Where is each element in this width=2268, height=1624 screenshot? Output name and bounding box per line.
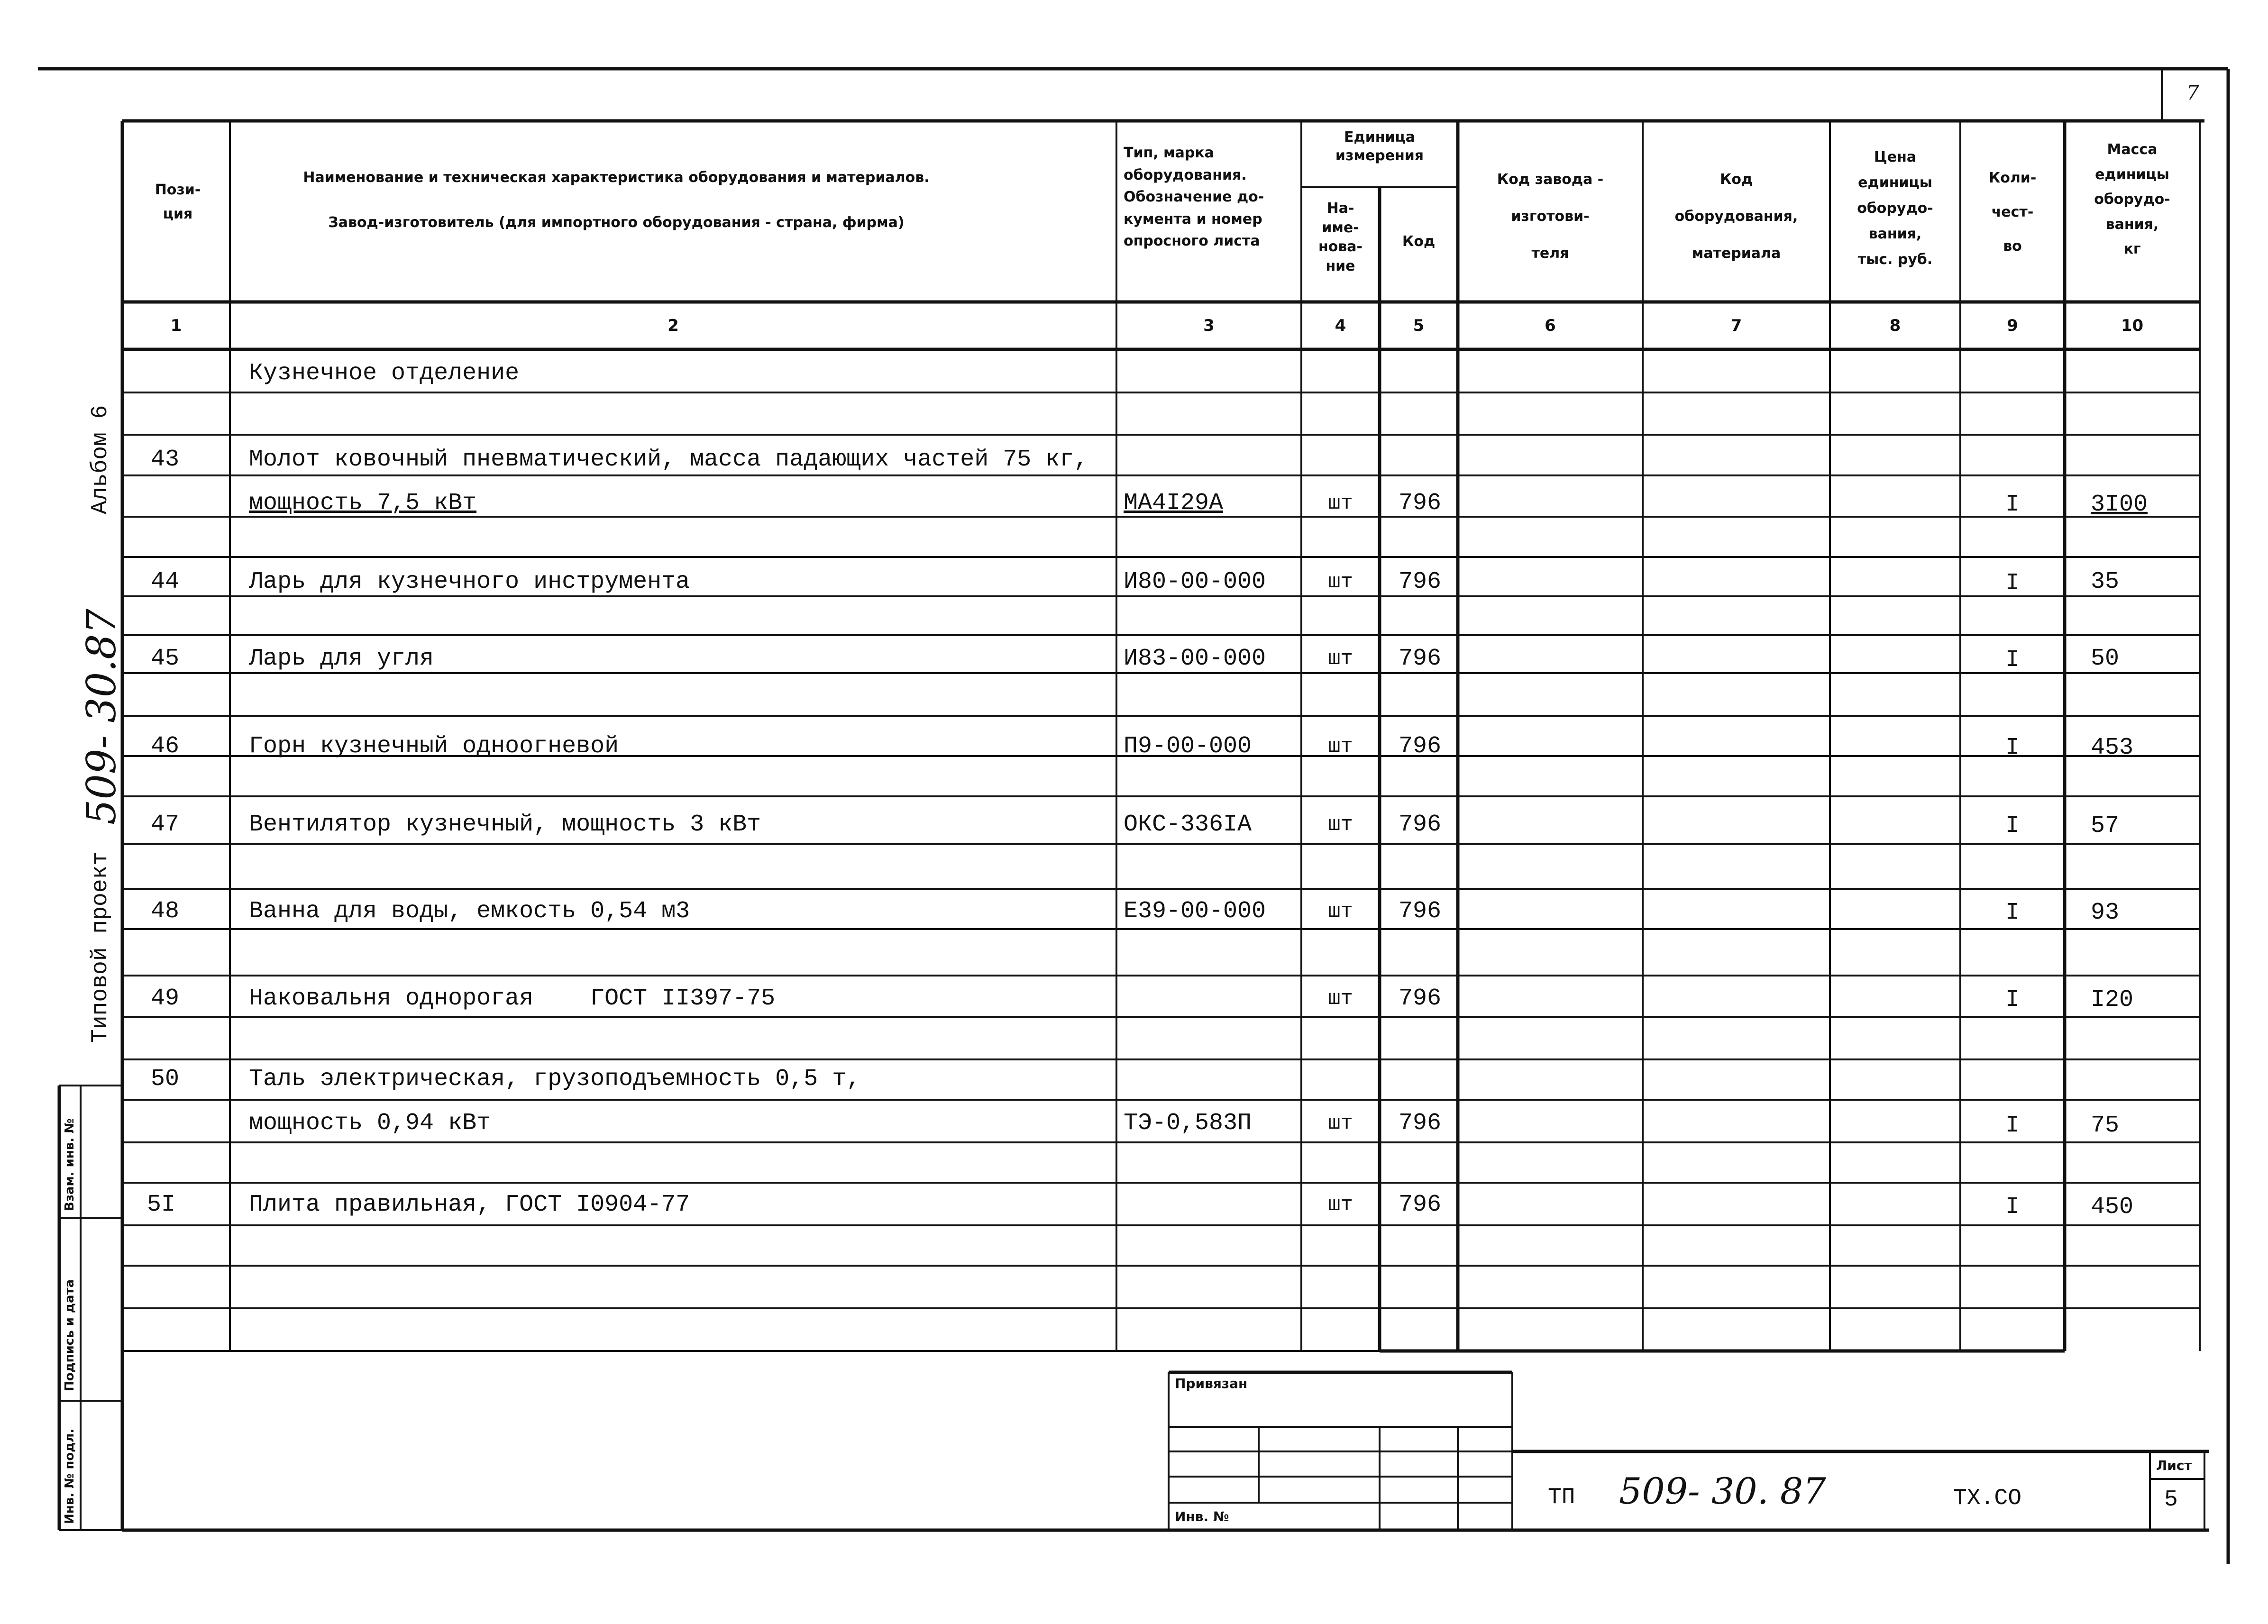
row-type: МА4I29А bbox=[1124, 490, 1224, 517]
header-type: Тип, марка оборудования. Обозначение до- кумента и номер опросного листа bbox=[1124, 145, 1264, 249]
row-code: 796 bbox=[1399, 490, 1442, 517]
header-name-line1: Наименование и техническая характеристика оборудования и материалов. bbox=[303, 169, 930, 186]
title-project-number: 509- 30. 87 bbox=[1619, 1470, 1826, 1512]
row-unit: шт bbox=[1328, 813, 1353, 837]
row-name: Ванна для воды, емкость 0,54 м3 bbox=[249, 898, 690, 925]
section-title: Кузнечное отделение bbox=[249, 360, 520, 387]
row-quantity: I bbox=[2005, 491, 2020, 518]
row-position: 5I bbox=[147, 1191, 176, 1218]
row-type: И80-00-000 bbox=[1124, 568, 1266, 595]
album-label: Альбом 6 bbox=[88, 405, 113, 514]
row-mass: 3I00 bbox=[2091, 491, 2148, 518]
row-mass: I20 bbox=[2091, 986, 2134, 1013]
original-inv-label: Инв. № подл. bbox=[63, 1428, 77, 1524]
row-name: Молот ковочный пневматический, масса падающих частей 75 кг, bbox=[249, 446, 1088, 473]
row-quantity: I bbox=[2005, 734, 2020, 761]
row-quantity: I bbox=[2005, 812, 2020, 839]
row-unit: шт bbox=[1328, 900, 1353, 923]
row-unit: шт bbox=[1328, 735, 1353, 758]
column-number: 6 bbox=[1545, 316, 1556, 335]
row-mass: 50 bbox=[2091, 645, 2120, 672]
row-position: 44 bbox=[151, 568, 180, 595]
header-unit-name: На- име- нова- ние bbox=[1318, 200, 1363, 274]
row-position: 50 bbox=[151, 1066, 180, 1093]
row-type: ОКС-336IА bbox=[1124, 811, 1252, 838]
row-code: 796 bbox=[1399, 898, 1442, 925]
row-quantity: I bbox=[2005, 899, 2020, 926]
row-mass: 450 bbox=[2091, 1194, 2134, 1221]
column-number: 4 bbox=[1335, 316, 1346, 335]
row-unit: шт bbox=[1328, 987, 1353, 1011]
column-number: 3 bbox=[1203, 316, 1215, 335]
row-type: ТЭ-0,583П bbox=[1124, 1110, 1252, 1137]
header-position: Пози- ция bbox=[155, 182, 201, 222]
row-quantity: I bbox=[2005, 647, 2020, 674]
inv-no-label: Инв. № bbox=[1175, 1509, 1229, 1524]
row-type: Е39-00-000 bbox=[1124, 898, 1266, 925]
column-number: 10 bbox=[2121, 316, 2144, 335]
header-plant-code: Код завода - изготови- теля bbox=[1497, 171, 1604, 262]
bound-label: Привязан bbox=[1175, 1376, 1248, 1391]
document-code: ТХ.СО bbox=[1953, 1486, 2022, 1511]
row-position: 43 bbox=[151, 446, 180, 473]
header-equipment-code: Код оборудования, материала bbox=[1674, 171, 1798, 262]
row-name: Плита правильная, ГОСТ I0904-77 bbox=[249, 1191, 690, 1218]
row-quantity: I bbox=[2005, 1194, 2020, 1221]
row-quantity: I bbox=[2005, 570, 2020, 597]
replace-inv-label: Взам. инв. № bbox=[63, 1118, 77, 1211]
title-prefix: ТП bbox=[1548, 1485, 1575, 1510]
row-unit: шт bbox=[1328, 492, 1353, 515]
row-unit: шт bbox=[1328, 647, 1353, 671]
row-type: И83-00-000 bbox=[1124, 645, 1266, 672]
row-mass: 75 bbox=[2091, 1112, 2120, 1139]
corner-sheet-number: 7 bbox=[2186, 81, 2199, 104]
column-number: 9 bbox=[2007, 316, 2018, 335]
column-number: 8 bbox=[1889, 316, 1901, 335]
row-name: мощность 7,5 кВт bbox=[249, 490, 477, 517]
row-mass: 35 bbox=[2091, 568, 2120, 595]
row-name: Таль электрическая, грузоподъемность 0,5 т, bbox=[249, 1066, 861, 1093]
row-quantity: I bbox=[2005, 1112, 2020, 1139]
sheet-label: Лист bbox=[2156, 1458, 2192, 1473]
header-mass: Масса единицы оборудо- вания, кг bbox=[2094, 141, 2170, 257]
header-quantity: Коли- чест- во bbox=[1988, 170, 2037, 255]
header-price: Цена единицы оборудо- вания, тыс. руб. bbox=[1857, 149, 1933, 268]
column-number: 1 bbox=[170, 316, 182, 335]
row-name: Ларь для угля bbox=[249, 645, 434, 672]
row-position: 48 bbox=[151, 898, 180, 925]
row-mass: 93 bbox=[2091, 899, 2120, 926]
row-name: Вентилятор кузнечный, мощность 3 кВт bbox=[249, 811, 761, 838]
row-position: 49 bbox=[151, 985, 180, 1012]
header-unit-group: Единица измерения bbox=[1335, 129, 1424, 164]
row-code: 796 bbox=[1399, 568, 1442, 595]
column-number: 7 bbox=[1730, 316, 1742, 335]
project-number-margin: 509- 30.87 bbox=[78, 609, 125, 825]
project-type-label: Типовой проект bbox=[88, 851, 113, 1043]
row-mass: 57 bbox=[2091, 812, 2120, 839]
row-code: 796 bbox=[1399, 811, 1442, 838]
column-number: 5 bbox=[1413, 316, 1425, 335]
signature-date-label: Подпись и дата bbox=[63, 1279, 77, 1391]
row-quantity: I bbox=[2005, 986, 2020, 1013]
row-code: 796 bbox=[1399, 733, 1442, 760]
row-unit: шт bbox=[1328, 570, 1353, 594]
row-position: 47 bbox=[151, 811, 180, 838]
column-number: 2 bbox=[668, 316, 679, 335]
row-code: 796 bbox=[1399, 1191, 1442, 1218]
row-name: Горн кузнечный одноогневой bbox=[249, 733, 619, 760]
row-type: П9-00-000 bbox=[1124, 733, 1252, 760]
row-code: 796 bbox=[1399, 1110, 1442, 1137]
row-name: Наковальня однорогая ГОСТ II397-75 bbox=[249, 985, 776, 1012]
row-position: 45 bbox=[151, 645, 180, 672]
header-unit-code: Код bbox=[1402, 233, 1436, 250]
row-code: 796 bbox=[1399, 985, 1442, 1012]
row-unit: шт bbox=[1328, 1193, 1353, 1217]
row-name: мощность 0,94 кВт bbox=[249, 1110, 491, 1137]
row-position: 46 bbox=[151, 733, 180, 760]
row-mass: 453 bbox=[2091, 734, 2134, 761]
row-unit: шт bbox=[1328, 1112, 1353, 1135]
header-name-line2: Завод-изготовитель (для импортного оборудования - страна, фирма) bbox=[328, 214, 905, 231]
row-code: 796 bbox=[1399, 645, 1442, 672]
row-name: Ларь для кузнечного инструмента bbox=[249, 568, 690, 595]
sheet-number: 5 bbox=[2164, 1487, 2178, 1513]
